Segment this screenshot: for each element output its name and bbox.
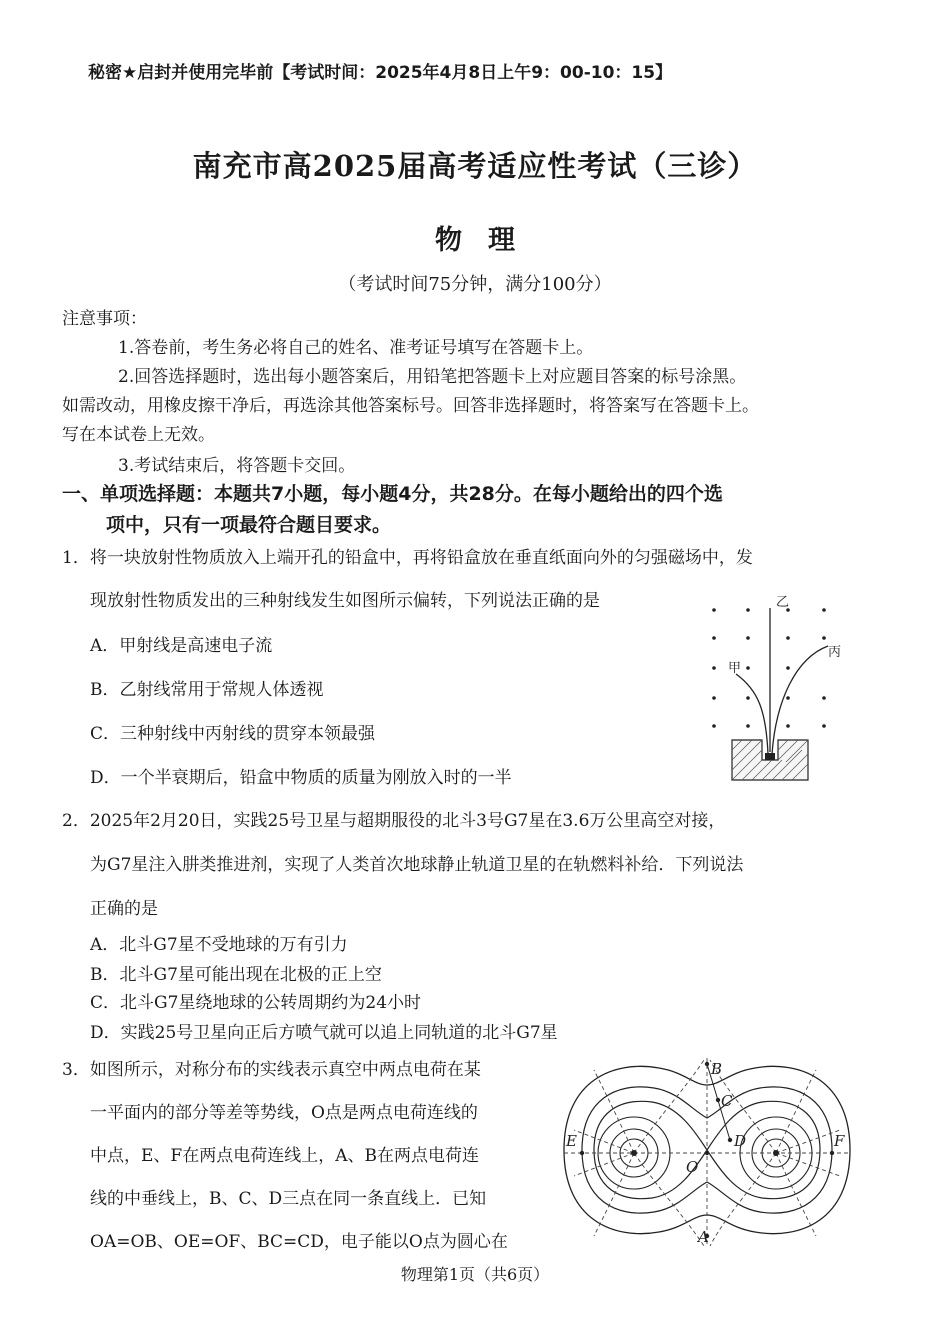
q2-option-a: A．北斗G7星不受地球的万有引力: [90, 935, 348, 955]
q2-option-d: D．实践25号卫星向正后方喷气就可以追上同轨道的北斗G7星: [90, 1023, 558, 1043]
section-1-heading-line-2: 项中，只有一项最符合题目要求。: [106, 514, 392, 536]
right-lobe-equipotential: [707, 1101, 820, 1198]
q1-radiation-figure: [696, 590, 856, 790]
exam-title: 南充市高2025届高考适应性考试（三诊）: [192, 149, 758, 183]
q1-stem-line-2: 现放射性物质发出的三种射线发生如图所示偏转，下列说法正确的是: [90, 591, 600, 611]
q3-stem-line-2: 一平面内的部分等差等势线，O点是两点电荷连线的: [90, 1103, 478, 1123]
section-1-heading-line-1: 一、单项选择题：本题共7小题，每小题4分，共28分。在每小题给出的四个选: [62, 483, 723, 505]
label-b: B: [711, 1060, 723, 1078]
notes-heading: 注意事项：: [62, 309, 147, 329]
q2-option-c: C．北斗G7星绕地球的公转周期约为24小时: [90, 993, 422, 1013]
label-jia: 甲: [728, 661, 742, 676]
q1-stem-line-1: 1．将一块放射性物质放入上端开孔的铅盒中，再将铅盒放在垂直纸面向外的匀强磁场中，发: [62, 548, 753, 568]
label-f: F: [834, 1132, 845, 1150]
note-3: 3.考试结束后，将答题卡交回。: [118, 456, 356, 476]
label-o: O: [686, 1158, 699, 1176]
q3-equipotential-figure: [554, 1050, 860, 1250]
label-bing: 丙: [828, 645, 842, 660]
label-d: D: [734, 1132, 747, 1150]
page-footer: 物理第1页（共6页）: [400, 1265, 550, 1284]
radioactive-source: [765, 753, 775, 760]
exam-time-note: （考试时间75分钟，满分100分）: [338, 274, 612, 295]
label-a: A: [698, 1228, 709, 1246]
q2-stem-line-2: 为G7星注入肼类推进剂，实现了人类首次地球静止轨道卫星的在轨燃料补给．下列说法: [90, 855, 744, 875]
q2-stem-line-1: 2．2025年2月20日，实践25号卫星与超期服役的北斗3号G7星在3.6万公里高空对接，: [62, 811, 726, 831]
left-lobe-equipotential: [594, 1101, 707, 1198]
q1-option-a: A．甲射线是高速电子流: [90, 636, 273, 656]
q3-stem-line-1: 3．如图所示，对称分布的实线表示真空中两点电荷在某: [62, 1060, 481, 1080]
confidential-header: 秘密★启封并使用完毕前【考试时间：2025年4月8日上午9：00-10：15】: [88, 63, 673, 83]
label-c: C: [721, 1092, 733, 1110]
q1-option-d: D．一个半衰期后，铅盒中物质的质量为刚放入时的一半: [90, 768, 512, 788]
q1-option-b: B．乙射线常用于常规人体透视: [90, 680, 324, 700]
label-e: E: [566, 1132, 577, 1150]
note-1: 1.答卷前，考生务必将自己的姓名、准考证号填写在答题卡上。: [118, 338, 594, 358]
q3-stem-line-3: 中点，E、F在两点电荷连线上，A、B在两点电荷连: [90, 1146, 479, 1166]
note-2-line-1: 2.回答选择题时，选出每小题答案后，用铅笔把答题卡上对应题目答案的标号涂黑。: [118, 367, 747, 387]
label-yi: 乙: [776, 595, 790, 610]
q1-option-c: C．三种射线中丙射线的贯穿本领最强: [90, 724, 376, 744]
note-2-line-3: 写在本试卷上无效。: [62, 425, 215, 445]
q2-option-b: B．北斗G7星可能出现在北极的正上空: [90, 965, 382, 985]
q2-stem-line-3: 正确的是: [90, 899, 158, 919]
note-2-line-2: 如需改动，用橡皮擦干净后，再选涂其他答案标号。回答非选择题时，将答案写在答题卡上。: [62, 396, 759, 416]
ray-bing-path: [772, 646, 828, 754]
q3-stem-line-5: OA=OB、OE=OF、BC=CD，电子能以O点为圆心在: [90, 1232, 508, 1252]
subject-title: 物理: [435, 225, 541, 256]
q3-stem-line-4: 线的中垂线上，B、C、D三点在同一条直线上．已知: [90, 1189, 487, 1209]
